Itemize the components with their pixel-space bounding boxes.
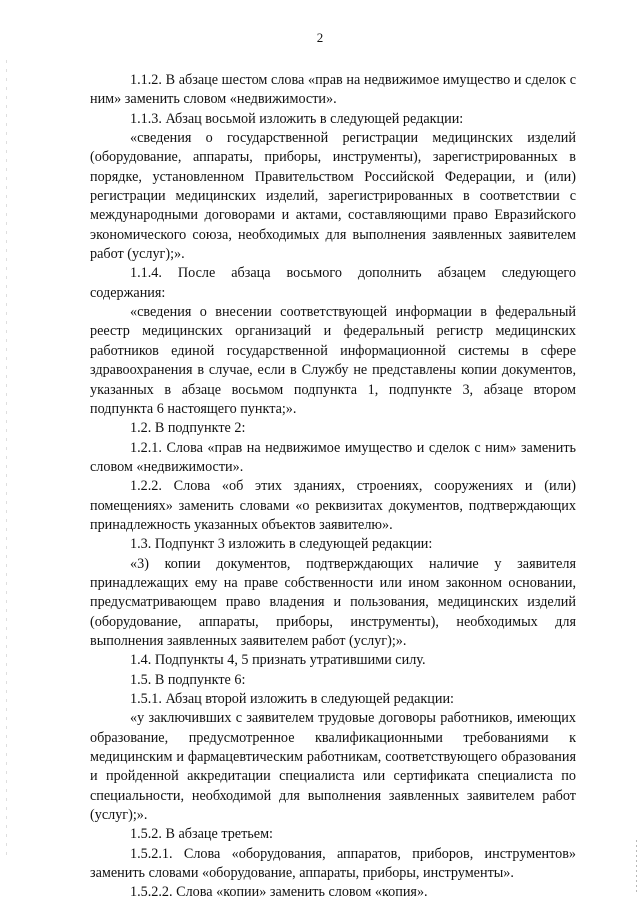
paragraph: 1.5.2.2. Слова «копии» заменить словом «копия». [130,884,428,901]
paragraph: «3) копии документов, подтверждающих наличие у заявителя принадлежащих ему на праве собственности или ином законном основании, предусматривающем право владения и пользования, медицинских изделий (оборудование, аппараты, приборы, инструменты), необходимых для выполнения заявленных заявителем работ (услуг);». [90,555,576,649]
paragraph: 1.3. Подпункт 3 изложить в следующей редакции: [130,536,433,553]
paragraph: 1.1.3. Абзац восьмой изложить в следующей редакции: [130,110,464,127]
paragraph: 1.2.1. Слова «прав на недвижимое имущество и сделок с ним» заменить словом «недвижимости». [90,439,576,475]
scan-edge-artifact [6,60,7,860]
scan-edge-artifact [636,840,637,895]
paragraph: 1.2.2. Слова «об этих зданиях, строениях, сооружениях и (или) помещениях» заменить словами «о реквизитах документов, подтверждающих принадлежность указанных объектов заявителю». [90,478,576,533]
paragraph: 1.5.2.1. Слова «оборудования, аппаратов, приборов, инструментов» заменить словами «оборудование, аппараты, приборы, инструменты». [90,845,576,882]
document-body [90,71,576,903]
paragraph: 1.2. В подпункте 2: [130,420,246,437]
paragraph: «сведения о государственной регистрации медицинских изделий (оборудование, аппараты, приборы, инструменты), зарегистрированных в порядке, установленном Правительством Российской Федерации, и (или) регистрации медицинских изделий, зарегистрированных в соответствии с международными договорами и актами, составляющими право Евразийского экономического союза, необходимых для выполнения заявленных заявителем работ (услуг);». [90,130,576,263]
paragraph: 1.5.2. В абзаце третьем: [130,826,273,843]
paragraph: 1.5.1. Абзац второй изложить в следующей редакции: [130,691,454,707]
paragraph: «сведения о внесении соответствующей информации в федеральный реестр медицинских организаций и федеральный регистр медицинских работников единой государственной информационной системы в сфере здравоохранения в случае, если в Службу не представлены копии документов, указанных в абзаце восьмом подпункта 1, подпункте 3, абзаце втором подпункта 6 настоящего пункта;». [90,304,576,417]
page-number: 2 [316,30,324,45]
paragraph: 1.1.4. После абзаца восьмого дополнить абзацем следующего содержания: [90,265,576,301]
paragraph: 1.4. Подпункты 4, 5 признать утратившими силу. [130,652,426,669]
paragraph: 1.5. В подпункте 6: [130,671,246,688]
paragraph: 1.1.2. В абзаце шестом слова «прав на недвижимое имущество и сделок с ним» заменить словом «недвижимости». [90,72,576,108]
paragraph: «у заключивших с заявителем трудовые договоры работников, имеющих образование, предусмотренное квалификационными требованиями к медицинским и фармацевтическим работникам, соответствующего образования и пройденной аккредитации специалиста или сертификата специалиста по специальности, необходимой для выполнения заявленных заявителем работ (услуг);». [90,710,576,824]
